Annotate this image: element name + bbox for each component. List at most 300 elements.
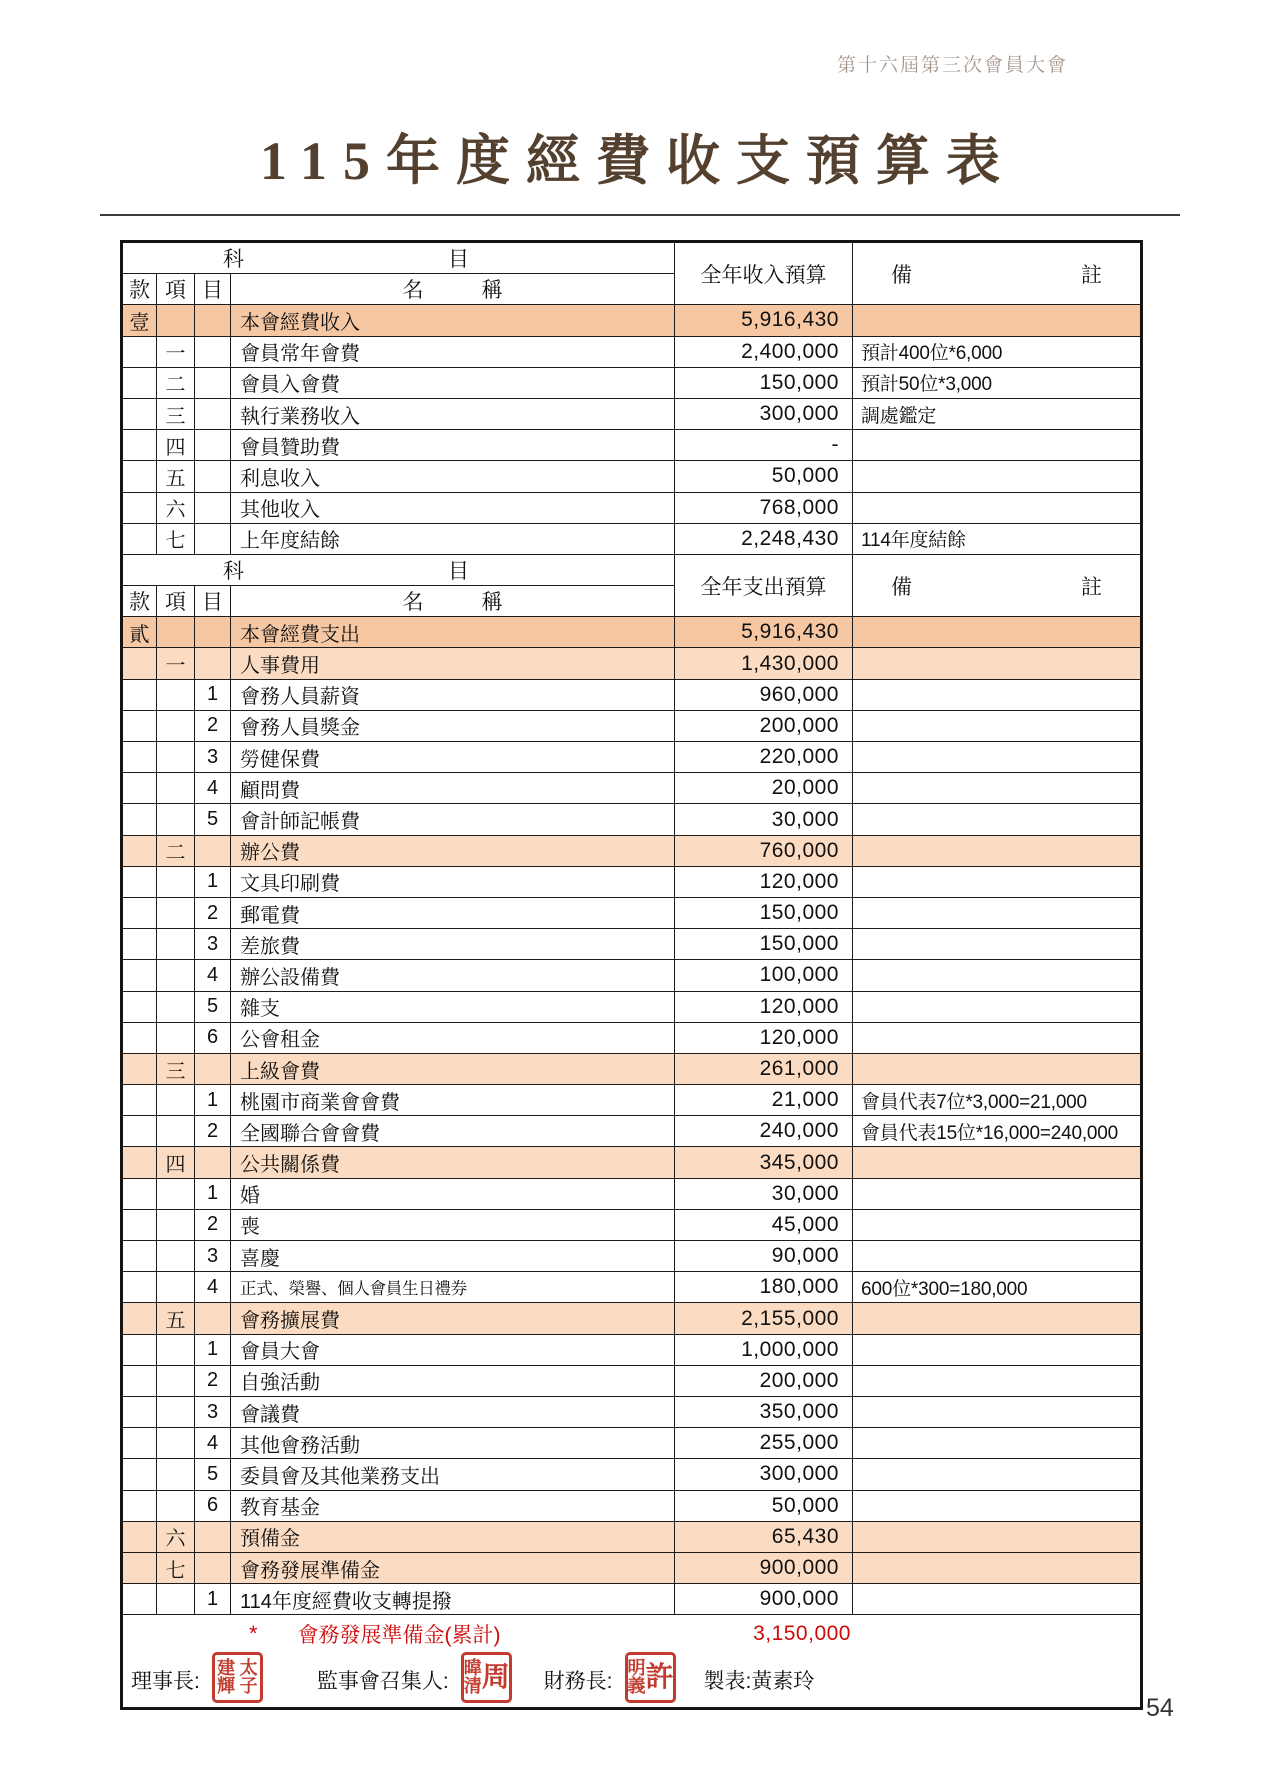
cell-amount: 5,916,430	[675, 305, 853, 335]
signature-seal-stamp	[461, 1652, 512, 1703]
cell-xiang: 七	[157, 1553, 195, 1583]
cell-mu: 5	[195, 804, 231, 834]
cell-mu	[195, 1553, 231, 1583]
cell-name: 自強活動	[231, 1366, 675, 1396]
table-row	[123, 960, 1140, 991]
table-row	[123, 305, 1140, 336]
header-name-right: 稱	[481, 591, 503, 615]
signer-group	[131, 1658, 263, 1703]
cell-xiang	[157, 1491, 195, 1521]
table-row	[123, 368, 1140, 399]
header-kuan-cell: 款	[123, 274, 157, 304]
cell-note: 會員代表15位*16,000=240,000	[861, 1122, 1119, 1144]
cell-kuan	[123, 1553, 157, 1583]
seal-character: 明	[627, 1657, 646, 1678]
table-row	[123, 461, 1140, 492]
cell-note	[853, 804, 1140, 834]
cell-note: 預計400位*6,000	[861, 343, 1003, 365]
header-name-left: 名	[402, 591, 424, 615]
cell-amount: 120,000	[675, 992, 853, 1022]
table-row	[123, 1335, 1140, 1366]
table-row	[123, 804, 1140, 835]
cell-amount: 2,248,430	[675, 524, 853, 554]
cell-name: 喜慶	[231, 1241, 675, 1271]
cell-amount: 1,000,000	[675, 1335, 853, 1365]
table-row	[123, 1397, 1140, 1428]
table-row	[123, 1584, 1140, 1615]
seal-character: 子	[239, 1676, 258, 1697]
cell-mu	[195, 1054, 231, 1084]
cell-amount: 45,000	[675, 1210, 853, 1240]
accumulated-reserve-label-cell	[123, 1615, 675, 1653]
cell-xiang: 一	[157, 337, 195, 367]
seal-left-column	[464, 1655, 482, 1700]
cell-note	[853, 461, 1140, 491]
cell-xiang	[157, 1210, 195, 1240]
cell-amount: 65,430	[675, 1522, 853, 1552]
cell-mu	[195, 399, 231, 429]
cell-note	[853, 742, 1140, 772]
cell-xiang	[157, 1241, 195, 1271]
cell-note	[853, 960, 1140, 990]
title-underline	[100, 214, 1180, 216]
table-row	[123, 898, 1140, 929]
table-row	[123, 1459, 1140, 1490]
cell-mu: 4	[195, 1272, 231, 1302]
cell-name: 本會經費支出	[231, 617, 675, 647]
cell-kuan	[123, 1116, 157, 1146]
cell-name: 公會租金	[231, 1023, 675, 1053]
cell-xiang	[157, 1179, 195, 1209]
seal-right-column	[237, 1655, 260, 1700]
cell-note	[853, 773, 1140, 803]
budget-table	[120, 240, 1143, 1710]
cell-kuan	[123, 836, 157, 866]
cell-name: 全國聯合會會費	[231, 1116, 675, 1146]
accumulated-reserve-row	[123, 1615, 1140, 1653]
signer-group	[704, 1665, 815, 1695]
table-row	[123, 680, 1140, 711]
cell-kuan	[123, 1179, 157, 1209]
cell-note	[853, 867, 1140, 897]
cell-xiang	[157, 929, 195, 959]
cell-xiang	[157, 305, 195, 335]
header-amount-cell: 全年支出預算	[675, 555, 853, 616]
seal-left-column	[628, 1655, 646, 1700]
cell-kuan	[123, 1459, 157, 1489]
cell-name: 會務人員獎金	[231, 711, 675, 741]
header-name-right: 稱	[481, 279, 503, 303]
seal-right-column	[646, 1655, 674, 1700]
cell-name: 會員常年會費	[231, 337, 675, 367]
table-row	[123, 430, 1140, 461]
cell-note	[853, 1241, 1140, 1271]
cell-kuan	[123, 399, 157, 429]
cell-kuan	[123, 929, 157, 959]
cell-xiang	[157, 992, 195, 1022]
cell-xiang: 五	[157, 461, 195, 491]
cell-amount: 150,000	[675, 929, 853, 959]
cell-xiang: 三	[157, 1054, 195, 1084]
cell-mu: 1	[195, 1584, 231, 1614]
page-number: 54	[1146, 1694, 1174, 1722]
cell-kuan	[123, 1303, 157, 1333]
cell-name: 辦公設備費	[231, 960, 675, 990]
cell-amount: 261,000	[675, 1054, 853, 1084]
cell-note	[853, 992, 1140, 1022]
cell-kuan	[123, 742, 157, 772]
seal-character: 輝	[217, 1676, 236, 1697]
cell-note: 預計50位*3,000	[861, 374, 992, 396]
cell-xiang: 二	[157, 836, 195, 866]
seal-character: 許	[645, 1661, 674, 1692]
cell-kuan	[123, 648, 157, 678]
table-row	[123, 1179, 1140, 1210]
cell-amount: 120,000	[675, 1023, 853, 1053]
cell-note	[853, 1553, 1140, 1583]
signer-label: 監事會召集人:	[316, 1670, 449, 1694]
cell-name: 差旅費	[231, 929, 675, 959]
cell-kuan	[123, 680, 157, 710]
cell-note: 會員代表7位*3,000=21,000	[861, 1091, 1087, 1113]
cell-mu: 2	[195, 898, 231, 928]
cell-mu	[195, 648, 231, 678]
cell-name: 喪	[231, 1210, 675, 1240]
cell-kuan	[123, 804, 157, 834]
cell-name: 桃園市商業會會費	[231, 1085, 675, 1115]
header-name-left: 名	[402, 279, 424, 303]
cell-amount: 240,000	[675, 1116, 853, 1146]
cell-mu	[195, 368, 231, 398]
cell-name: 預備金	[231, 1522, 675, 1552]
cell-xiang	[157, 960, 195, 990]
cell-amount: 90,000	[675, 1241, 853, 1271]
cell-amount: 30,000	[675, 1179, 853, 1209]
cell-xiang	[157, 711, 195, 741]
seal-right-column	[482, 1655, 510, 1700]
table-row	[123, 1272, 1140, 1303]
cell-xiang	[157, 867, 195, 897]
cell-mu	[195, 493, 231, 523]
header-subject-left: 科	[223, 559, 244, 583]
cell-kuan	[123, 773, 157, 803]
signer-label: 財務長:	[543, 1670, 613, 1694]
header-amount-cell: 全年收入預算	[675, 243, 853, 304]
cell-note	[853, 680, 1140, 710]
signature-row	[123, 1653, 1140, 1707]
cell-name: 上級會費	[231, 1054, 675, 1084]
table-row	[123, 773, 1140, 804]
cell-amount: 220,000	[675, 742, 853, 772]
cell-name: 正式、榮譽、個人會員生日禮券	[231, 1272, 675, 1302]
table-row	[123, 524, 1140, 555]
cell-kuan	[123, 1241, 157, 1271]
cell-name: 婚	[231, 1179, 675, 1209]
table-row	[123, 1366, 1140, 1397]
seal-character: 清	[463, 1676, 482, 1697]
cell-note	[853, 648, 1140, 678]
cell-name: 利息收入	[231, 461, 675, 491]
cell-name: 其他收入	[231, 493, 675, 523]
cell-mu	[195, 305, 231, 335]
cell-name: 會員大會	[231, 1335, 675, 1365]
cell-note	[853, 1335, 1140, 1365]
signer-label: 製表:黃素玲	[703, 1670, 815, 1694]
cell-note	[853, 1179, 1140, 1209]
signer-label: 理事長:	[131, 1670, 200, 1694]
cell-amount: 960,000	[675, 680, 853, 710]
cell-note	[853, 1459, 1140, 1489]
cell-amount: 150,000	[675, 368, 853, 398]
cell-mu: 3	[195, 929, 231, 959]
cell-xiang	[157, 1116, 195, 1146]
cell-name: 本會經費收入	[231, 305, 675, 335]
table-row	[123, 399, 1140, 430]
cell-name: 114年度經費收支轉提撥	[231, 1584, 675, 1614]
table-row	[123, 867, 1140, 898]
seal-left-column	[215, 1655, 238, 1700]
header-note-right: 註	[1081, 575, 1102, 599]
cell-amount: 900,000	[675, 1584, 853, 1614]
table-row	[123, 1023, 1140, 1054]
cell-note	[853, 1522, 1140, 1552]
header-note-right: 註	[1081, 263, 1102, 287]
cell-name: 執行業務收入	[231, 399, 675, 429]
seal-character: 暐	[463, 1657, 482, 1678]
table-row	[123, 493, 1140, 524]
cell-xiang	[157, 1397, 195, 1427]
cell-amount: 180,000	[675, 1272, 853, 1302]
table-row	[123, 836, 1140, 867]
cell-amount: 50,000	[675, 461, 853, 491]
table-row	[123, 1116, 1140, 1147]
cell-name: 顧問費	[231, 773, 675, 803]
cell-note	[853, 1023, 1140, 1053]
cell-mu	[195, 1147, 231, 1177]
cell-kuan	[123, 1366, 157, 1396]
cell-mu: 1	[195, 1085, 231, 1115]
seal-character: 建	[217, 1657, 236, 1678]
cell-kuan	[123, 493, 157, 523]
cell-kuan	[123, 1397, 157, 1427]
cell-xiang	[157, 1023, 195, 1053]
cell-kuan: 壹	[123, 305, 157, 335]
table-row	[123, 1522, 1140, 1553]
income-section-header	[123, 243, 1140, 305]
cell-amount: 2,400,000	[675, 337, 853, 367]
cell-name: 公共關係費	[231, 1147, 675, 1177]
cell-mu	[195, 1522, 231, 1552]
cell-amount: 30,000	[675, 804, 853, 834]
table-row	[123, 711, 1140, 742]
header-mu-cell: 目	[195, 274, 231, 304]
table-row	[123, 1054, 1140, 1085]
cell-kuan	[123, 1023, 157, 1053]
cell-xiang	[157, 1584, 195, 1614]
cell-note	[853, 1054, 1140, 1084]
cell-name: 會計師記帳費	[231, 804, 675, 834]
cell-amount: 350,000	[675, 1397, 853, 1427]
cell-xiang	[157, 1335, 195, 1365]
cell-amount: 50,000	[675, 1491, 853, 1521]
page-title: 115年度經費收支預算表	[259, 131, 1017, 191]
table-row	[123, 1303, 1140, 1334]
expense-section-header	[123, 555, 1140, 617]
header-xiang-cell: 項	[157, 586, 195, 616]
cell-note	[853, 836, 1140, 866]
cell-mu: 1	[195, 867, 231, 897]
cell-note	[853, 430, 1140, 460]
cell-kuan	[123, 1210, 157, 1240]
cell-note	[853, 1366, 1140, 1396]
cell-xiang	[157, 680, 195, 710]
cell-xiang: 五	[157, 1303, 195, 1333]
cell-name: 會員贊助費	[231, 430, 675, 460]
cell-kuan	[123, 992, 157, 1022]
cell-mu: 4	[195, 1428, 231, 1458]
header-mu-cell: 目	[195, 586, 231, 616]
cell-xiang: 六	[157, 493, 195, 523]
cell-note: 114年度結餘	[861, 530, 966, 552]
cell-note	[853, 711, 1140, 741]
cell-kuan	[123, 898, 157, 928]
cell-xiang	[157, 804, 195, 834]
cell-xiang	[157, 742, 195, 772]
cell-name: 勞健保費	[231, 742, 675, 772]
cell-kuan	[123, 524, 157, 554]
cell-mu: 2	[195, 1116, 231, 1146]
header-note-left: 備	[891, 575, 912, 599]
cell-name: 會議費	[231, 1397, 675, 1427]
table-row	[123, 1491, 1140, 1522]
accumulated-reserve-label: 會務發展準備金(累計)	[297, 1624, 501, 1648]
cell-name: 會員入會費	[231, 368, 675, 398]
asterisk-marker: *	[249, 1621, 258, 1647]
cell-xiang: 三	[157, 399, 195, 429]
header-subject-cell	[123, 243, 675, 274]
header-subject-right: 目	[448, 248, 469, 271]
table-row	[123, 742, 1140, 773]
cell-amount: 768,000	[675, 493, 853, 523]
table-row	[123, 1241, 1140, 1272]
cell-mu: 1	[195, 1335, 231, 1365]
cell-kuan	[123, 711, 157, 741]
cell-name: 文具印刷費	[231, 867, 675, 897]
cell-amount: 300,000	[675, 399, 853, 429]
cell-kuan	[123, 368, 157, 398]
cell-name: 人事費用	[231, 648, 675, 678]
cell-mu: 4	[195, 960, 231, 990]
cell-mu: 6	[195, 1023, 231, 1053]
header-subject-left: 科	[223, 248, 244, 271]
header-note-cell	[853, 243, 1140, 304]
cell-kuan	[123, 1054, 157, 1084]
cell-note: 600位*300=180,000	[861, 1278, 1028, 1300]
cell-xiang	[157, 773, 195, 803]
cell-mu: 2	[195, 1210, 231, 1240]
signer-group	[544, 1658, 676, 1703]
cell-amount: 21,000	[675, 1085, 853, 1115]
cell-mu	[195, 1303, 231, 1333]
cell-kuan	[123, 1522, 157, 1552]
cell-mu: 1	[195, 680, 231, 710]
cell-note	[853, 929, 1140, 959]
cell-xiang: 一	[157, 648, 195, 678]
cell-xiang	[157, 1459, 195, 1489]
table-row	[123, 992, 1140, 1023]
header-kuan-cell: 款	[123, 586, 157, 616]
seal-character: 義	[627, 1676, 646, 1697]
cell-name: 雜支	[231, 992, 675, 1022]
table-row	[123, 648, 1140, 679]
cell-amount: -	[675, 430, 853, 460]
table-row	[123, 929, 1140, 960]
cell-xiang: 六	[157, 1522, 195, 1552]
cell-note: 調處鑑定	[861, 405, 937, 427]
header-note-left: 備	[891, 263, 912, 287]
cell-amount: 120,000	[675, 867, 853, 897]
header-subject-cell	[123, 555, 675, 586]
cell-xiang	[157, 1272, 195, 1302]
cell-name: 會務發展準備金	[231, 1553, 675, 1583]
cell-amount: 5,916,430	[675, 617, 853, 647]
cell-xiang	[157, 898, 195, 928]
cell-kuan	[123, 1584, 157, 1614]
signature-seal-stamp	[625, 1652, 676, 1703]
cell-name: 會務擴展費	[231, 1303, 675, 1333]
cell-mu	[195, 836, 231, 866]
table-row	[123, 617, 1140, 648]
header-name-cell	[231, 274, 675, 304]
cell-name: 郵電費	[231, 898, 675, 928]
cell-mu: 1	[195, 1179, 231, 1209]
cell-mu	[195, 524, 231, 554]
cell-amount: 2,155,000	[675, 1303, 853, 1333]
cell-kuan	[123, 1085, 157, 1115]
cell-mu: 2	[195, 711, 231, 741]
cell-kuan	[123, 337, 157, 367]
document-header-right: 第十六屆第三次會員大會	[836, 55, 1068, 76]
cell-amount: 200,000	[675, 1366, 853, 1396]
cell-kuan	[123, 960, 157, 990]
header-name-cell	[231, 586, 675, 616]
cell-kuan	[123, 1147, 157, 1177]
cell-xiang: 二	[157, 368, 195, 398]
cell-name: 會務人員薪資	[231, 680, 675, 710]
cell-amount: 255,000	[675, 1428, 853, 1458]
cell-xiang	[157, 617, 195, 647]
cell-xiang: 四	[157, 430, 195, 460]
cell-xiang: 四	[157, 1147, 195, 1177]
cell-mu: 3	[195, 1241, 231, 1271]
cell-name: 其他會務活動	[231, 1428, 675, 1458]
cell-note	[853, 617, 1140, 647]
signature-seal-stamp	[212, 1652, 263, 1703]
cell-amount: 150,000	[675, 898, 853, 928]
table-row	[123, 1428, 1140, 1459]
cell-note	[853, 1428, 1140, 1458]
cell-kuan	[123, 1335, 157, 1365]
cell-mu: 2	[195, 1366, 231, 1396]
table-row	[123, 337, 1140, 368]
cell-mu	[195, 617, 231, 647]
cell-mu: 5	[195, 992, 231, 1022]
cell-mu	[195, 430, 231, 460]
table-row	[123, 1210, 1140, 1241]
cell-amount: 100,000	[675, 960, 853, 990]
cell-amount: 345,000	[675, 1147, 853, 1177]
cell-name: 教育基金	[231, 1491, 675, 1521]
